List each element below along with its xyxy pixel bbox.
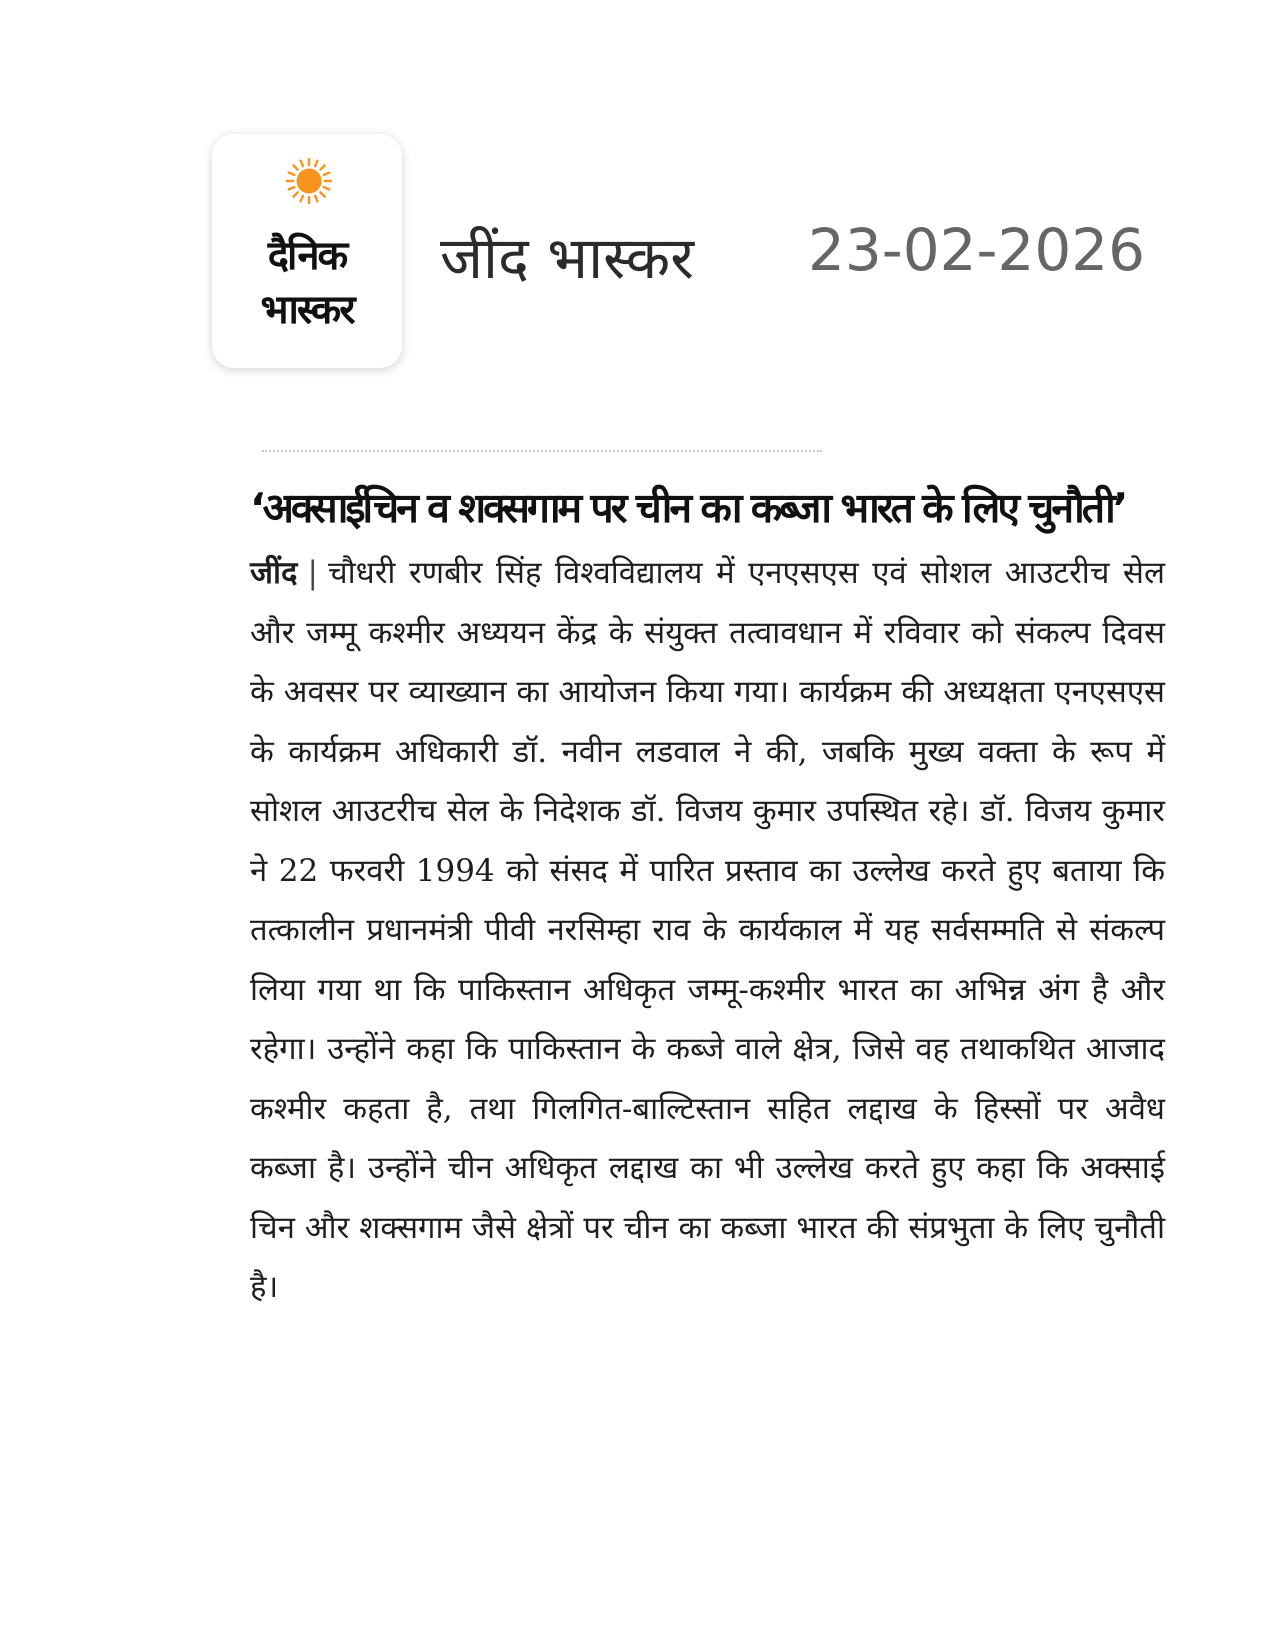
clipping-top-rule (262, 450, 822, 452)
dateline-separator: | (307, 555, 318, 591)
edition-title: जींद भास्कर (440, 224, 694, 292)
article-headline: ‘अक्साईचिन व शक्सगाम पर चीन का कब्जा भारत के लिए चुनौती’ (250, 484, 1126, 532)
news-clipping (250, 480, 1165, 1318)
logo-text-bhaskar: भास्कर (260, 287, 354, 333)
edition-date: 23-02-2026 (808, 216, 1146, 284)
article-body-paragraph (250, 544, 1165, 1318)
logo-text-dainik: दैनिक (267, 233, 347, 279)
sun-icon (286, 158, 332, 204)
dainik-bhaskar-logo (212, 134, 402, 368)
article-dateline: जींद (250, 555, 298, 591)
article-body: चौधरी रणबीर सिंह विश्वविद्यालय में एनएसएस एवं सोशल आउटरीच सेल और जम्मू कश्मीर अध्ययन केंद्र के संयुक्त तत्वावधान में रविवार को संकल्प दिवस के अवसर पर व्याख्यान का आयोजन किया गया। कार्यक्रम की अध्यक्षता एनएसएस के कार्यक्रम अधिकारी डॉ. नवीन लडवाल ने की, जबकि मुख्य वक्ता के रूप में सोशल आउटरीच सेल के निदेशक डॉ. विजय कुमार उपस्थित रहे। डॉ. विजय कुमार ने 22 फरवरी 1994 को संसद में पारित प्रस्ताव का उल्लेख करते हुए बताया कि तत्कालीन प्रधानमंत्री पीवी नरसिम्हा राव के कार्यकाल में यह सर्वसम्मति से संकल्प लिया गया था कि पाकिस्तान अधिकृत जम्मू-कश्मीर भारत का अभिन्न अंग है और रहेगा। उन्होंने कहा कि पाकिस्तान के कब्जे वाले क्षेत्र, जिसे वह तथाकथित आजाद कश्मीर कहता है, तथा गिलगित-बाल्टिस्तान सहित लद्दाख के हिस्सों पर अवैध कब्जा है। उन्होंने चीन अधिकृत लद्दाख का भी उल्लेख करते हुए कहा कि अक्साई चिन और शक्सगाम जैसे क्षेत्रों पर चीन का कब्जा भारत की संप्रभुता के लिए चुनौती है। (250, 555, 1165, 1305)
